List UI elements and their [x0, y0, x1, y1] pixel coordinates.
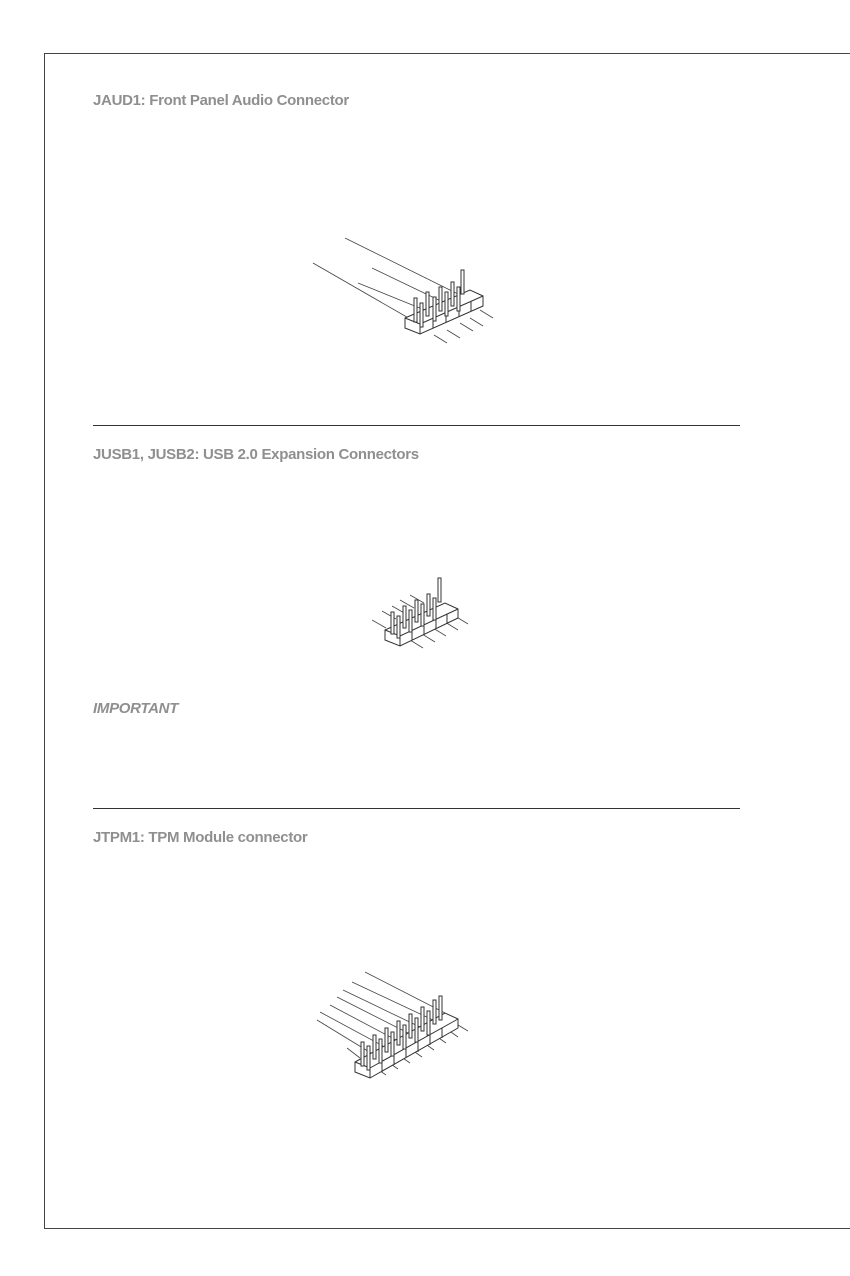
- section-title-jaud1: JAUD1: Front Panel Audio Connector: [93, 92, 349, 109]
- important-note-label: IMPORTANT: [93, 700, 179, 717]
- section-title-jtpm1: JTPM1: TPM Module connector: [93, 829, 308, 846]
- page-frame: [44, 53, 850, 1229]
- section-title-jusb: JUSB1, JUSB2: USB 2.0 Expansion Connectors: [93, 446, 419, 463]
- section-divider: [93, 808, 740, 809]
- section-divider: [93, 425, 740, 426]
